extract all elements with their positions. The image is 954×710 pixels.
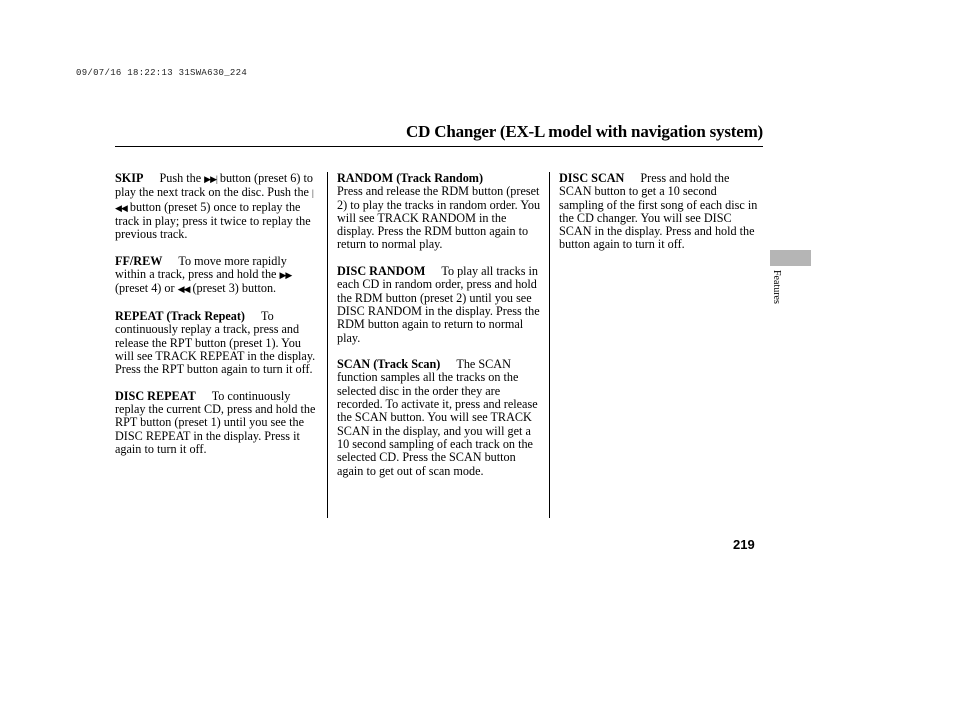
- disc-random-heading: DISC RANDOM: [337, 264, 426, 279]
- section-disc-scan: [559, 172, 763, 252]
- page-number: 219: [733, 537, 755, 552]
- disc-repeat-body: To continuously replay the current CD, press and hold the RPT button (preset 1) until you see the DISC REPEAT in the display. Press it again to turn it off.: [115, 388, 316, 456]
- skip-text-1: Push the: [159, 171, 202, 185]
- previous-track-icon: |◀◀: [115, 188, 313, 213]
- skip-heading: SKIP: [115, 171, 144, 185]
- print-stamp: 09/07/16 18:22:13 31SWA630_224: [76, 68, 248, 78]
- section-disc-repeat: [115, 390, 319, 456]
- section-repeat: [115, 310, 319, 376]
- column-divider-1: [327, 172, 328, 518]
- title-rule: [115, 146, 763, 147]
- next-track-icon: ▶▶|: [204, 174, 217, 184]
- disc-scan-body: Press and hold the SCAN button to get a 10 second sampling of the first song of each disc in the CD changer. You will see DISC SCAN in the display. Press and hold the button again to turn it off.: [559, 171, 758, 252]
- ffrew-text-2: (preset 4) or: [115, 281, 175, 296]
- random-body: Press and release the RDM button (preset 2) to play the tracks in random order. You will see TRACK RANDOM in the display. Press the RDM button again to return to normal play.: [337, 184, 541, 252]
- scan-body: The SCAN function samples all the tracks on the selected disc in the order they are recorded. To activate it, press and release the SCAN button. You will see TRACK SCAN in the display, and you will get a 10 second sampling of each track on the selected CD. Press the SCAN button again to get out of scan mode.: [337, 357, 538, 478]
- repeat-heading: REPEAT (Track Repeat): [115, 308, 245, 323]
- page-title: CD Changer (EX-L model with navigation system): [406, 122, 763, 141]
- ffrew-heading: FF/REW: [115, 253, 163, 268]
- ffrew-text-1: To move more rapidly within a track, press and hold the: [115, 253, 287, 282]
- skip-text-2: button (preset 6) to play the next track on the disc. Push the: [115, 171, 313, 200]
- section-scan: [337, 358, 543, 478]
- section-ff-rew: [115, 255, 319, 297]
- column-2: [337, 172, 543, 491]
- rewind-icon: ◀◀: [177, 284, 190, 295]
- skip-text-3: button (preset 5) once to replay the track in play; press it twice to replay the previous track.: [115, 199, 311, 242]
- disc-repeat-heading: DISC REPEAT: [115, 388, 196, 403]
- column-1: [115, 172, 319, 470]
- repeat-body: To continuously replay a track, press and release the RPT button (preset 1). You will see TRACK REPEAT in the display. Press the RPT button again to turn it off.: [115, 308, 316, 377]
- side-tab-label: Features: [771, 270, 782, 304]
- section-tab-marker: [770, 250, 811, 266]
- disc-random-body: To play all tracks in each CD in random order, press and hold the RDM button (preset 2) until you see DISC RANDOM in the display. Press the RDM button again to return to normal play.: [337, 264, 540, 345]
- section-skip: [115, 172, 319, 241]
- column-3: [559, 172, 763, 265]
- section-disc-random: [337, 265, 543, 345]
- fast-forward-icon: ▶▶: [279, 270, 292, 281]
- ffrew-text-3: (preset 3) button.: [192, 281, 277, 296]
- scan-heading: SCAN (Track Scan): [337, 357, 441, 372]
- column-divider-2: [549, 172, 550, 518]
- disc-scan-heading: DISC SCAN: [559, 171, 625, 185]
- random-heading: RANDOM (Track Random): [337, 171, 484, 185]
- section-random: [337, 172, 543, 252]
